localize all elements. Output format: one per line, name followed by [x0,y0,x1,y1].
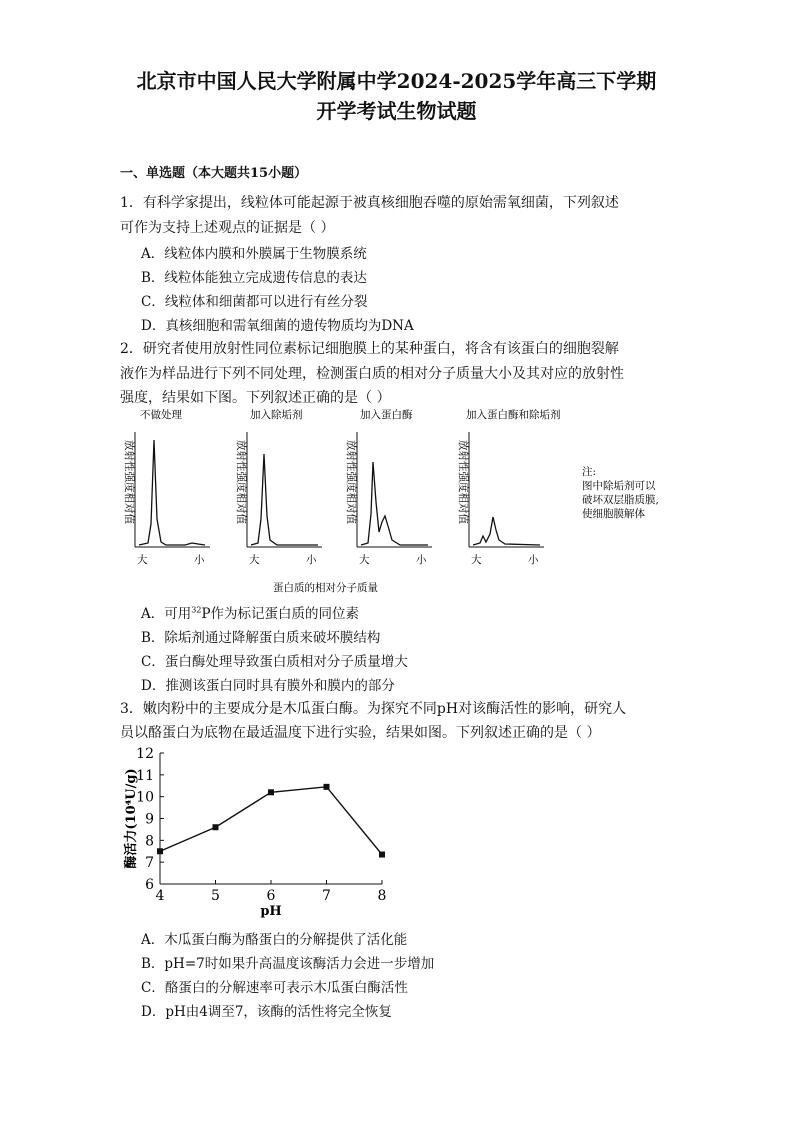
q1-option-b: B．线粒体能独立完成遗传信息的表达 [141,270,367,286]
y-tick-label: 11 [136,767,154,784]
document-title-line1: 北京市中国人民大学附属中学2024-2025学年高三下学期 [136,69,657,93]
panel2-x-small: 小 [306,554,317,566]
panel4-ylabel: 放射性强度相对值 [457,440,469,524]
q2-option-a: A．可用$^{32}$P作为标记蛋白质的同位素 [141,605,360,622]
series-line [160,787,382,855]
q1-stem-line1: 1．有科学家提出，线粒体可能起源于被真核细胞吞噬的原始需氧细菌，下列叙述 [120,195,619,211]
q3-stem-line2: 员以酪蛋白为底物在最适温度下进行实验，结果如图。下列叙述正确的是（ ） [120,725,601,741]
q2-option-b: B．除垢剂通过降解蛋白质来破坏膜结构 [141,630,381,646]
data-point [324,784,330,790]
q2-figure [110,404,690,599]
panel4-title: 加入蛋白酶和除垢剂 [466,409,561,421]
q3-option-a: A．木瓜蛋白酶为酪蛋白的分解提供了活化能 [141,932,408,948]
figure-note-line4: 使细胞膜解体 [582,508,645,520]
panel4-x-small: 小 [528,554,539,566]
panel3-x-big: 大 [359,554,370,566]
panel1-plot [123,432,210,566]
y-tick-label: 9 [145,811,154,828]
q3-option-b: B．pH=7时如果升高温度该酶活力会进一步增加 [141,956,435,972]
q2-stem-line2: 液作为样品进行下列不同处理，检测蛋白质的相对分子质量大小及其对应的放射性 [120,366,624,382]
panel2-curve [251,454,318,545]
y-tick-label: 12 [136,746,154,762]
panel3-curve [361,462,428,545]
figure-note-line1: 注: [582,466,597,478]
data-point [213,824,219,830]
q1-stem-line2: 可作为支持上述观点的证据是（ ） [120,220,335,236]
panel2-plot [235,432,322,566]
data-points [157,784,385,858]
panel3-title: 加入蛋白酶 [360,409,413,421]
panel2-title: 加入除垢剂 [250,409,303,421]
isotope-superscript: 32 [191,605,202,615]
data-point [268,789,274,795]
q1-option-d: D．真核细胞和需氧细菌的遗传物质均为DNA [141,318,414,334]
document-title-line2: 开学考试生物试题 [316,99,477,123]
q2-option-d: D．推测该蛋白同时具有膜外和膜内的部分 [141,678,395,694]
panel2-ylabel: 放射性强度相对值 [235,440,247,524]
q2-option-c: C．蛋白酶处理导致蛋白质相对分子质量增大 [141,654,408,670]
panel1-ylabel: 放射性强度相对值 [123,440,135,524]
q3-stem-line1: 3．嫩肉粉中的主要成分是木瓜蛋白酶。为探究不同pH对该酶活性的影响，研究人 [120,701,627,717]
figure-note-line2: 图中除垢剂可以 [582,480,656,492]
q1-option-a: A．线粒体内膜和外膜属于生物膜系统 [141,246,367,262]
panel4-plot [457,432,544,566]
data-point [379,852,385,858]
q2-stem-line3: 强度，结果如下图。下列叙述正确的是（ ） [120,390,391,406]
x-tick-label: 5 [211,888,220,904]
panel3-x-small: 小 [416,554,427,566]
chart-xlabel: pH [260,904,282,919]
section-heading: 一、单选题（本大题共15小题） [120,166,308,181]
panel1-curve [139,440,205,545]
panel2-x-big: 大 [249,554,260,566]
x-tick-label: 4 [155,888,165,904]
y-tick-label: 10 [136,789,154,806]
chart-ylabel: 酶活力(10⁴U/g) [124,768,139,869]
panel4-x-big: 大 [471,554,482,566]
panel1-x-big: 大 [137,554,148,566]
figure-xlabel: 蛋白质的相对分子质量 [273,582,378,594]
q2-stem-line1: 2．研究者使用放射性同位素标记细胞膜上的某种蛋白，将含有该蛋白的细胞裂解 [120,341,619,357]
x-tick-label: 6 [266,888,276,904]
panel1-x-small: 小 [194,554,205,566]
ph-activity-chart [118,745,408,925]
panel1-title: 不做处理 [140,409,182,421]
q3-option-c: C．酪蛋白的分解速率可表示木瓜蛋白酶活性 [141,980,408,996]
y-tick-label: 8 [145,833,154,850]
y-tick-label: 6 [145,877,154,893]
y-tick-label: 7 [145,855,154,872]
x-tick-label: 7 [322,888,331,904]
data-point [157,848,163,854]
panel3-ylabel: 放射性强度相对值 [345,440,357,524]
x-tick-label: 8 [377,888,387,904]
panel3-plot [345,432,432,566]
q3-option-d: D．pH由4调至7，该酶的活性将完全恢复 [141,1004,392,1020]
figure-note-line3: 破坏双层脂质膜, [582,494,659,506]
panel4-curve [473,517,540,545]
q1-option-c: C．线粒体和细菌都可以进行有丝分裂 [141,294,368,310]
